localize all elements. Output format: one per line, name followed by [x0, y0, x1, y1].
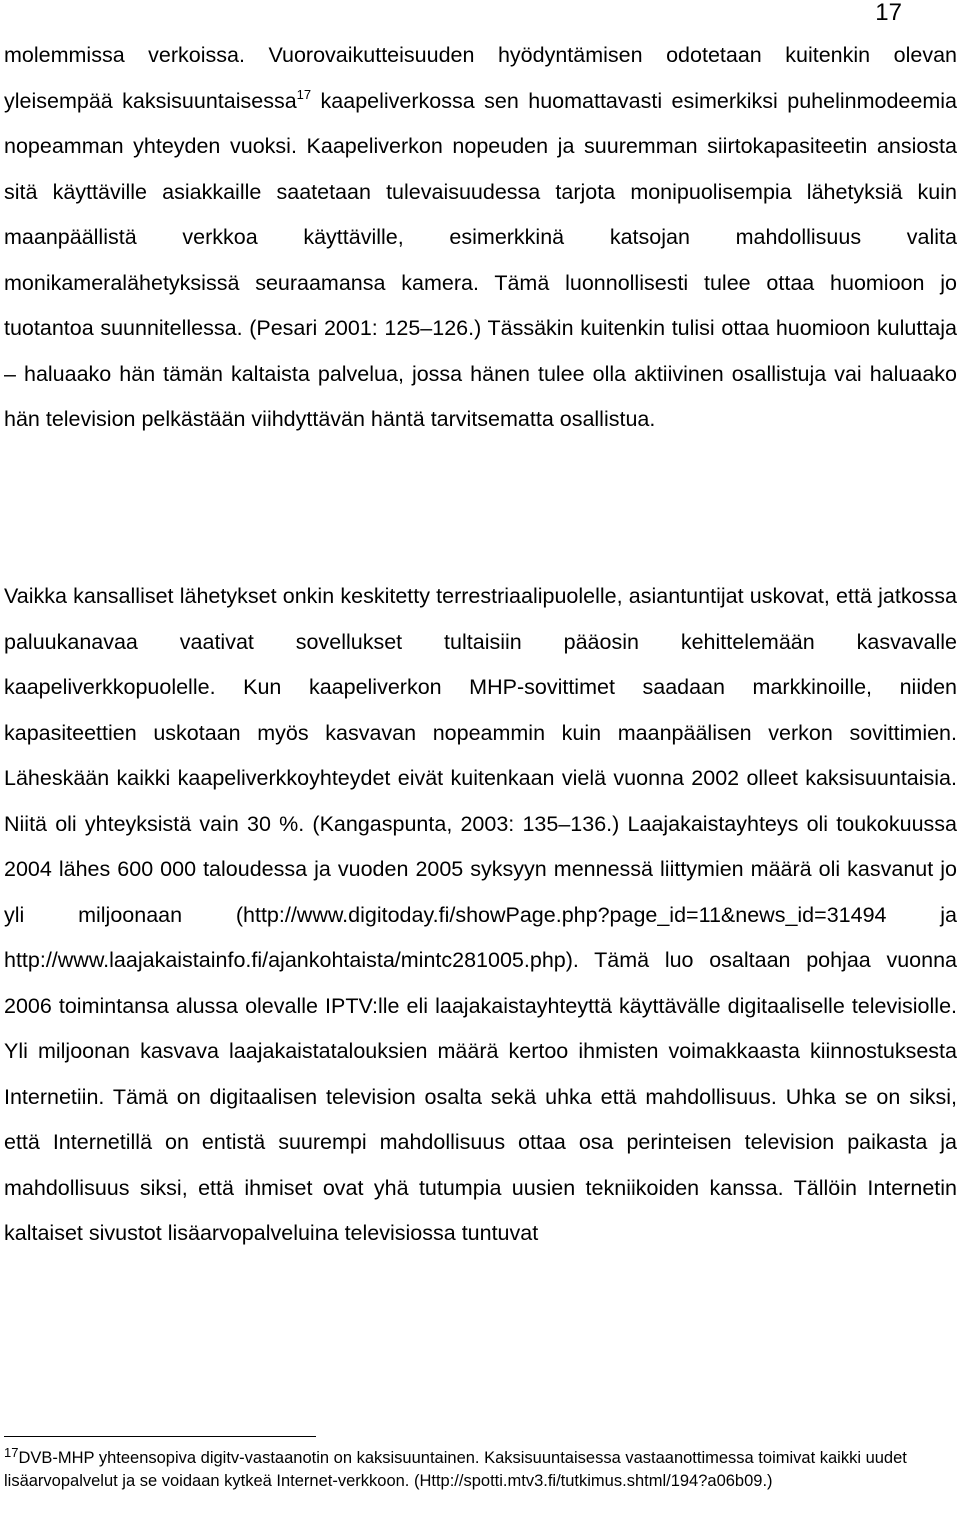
footnote-text: DVB-MHP yhteensopiva digitv-vastaanotin on kaksisuuntainen. Kaksisuuntaisessa vastaanottimessa toimivat kaikki uudet lisäarvopalvelut ja se voidaan kytkeä Internet-verkkoon. (Http://spotti.mtv3.fi/tutkimus.shtml/194?a06b09.) — [4, 1449, 907, 1490]
body-paragraph-2: Vaikka kansalliset lähetykset onkin keskitetty terrestriaalipuolelle, asiantuntijat uskovat, että jatkossa paluukanavaa vaativat sovellukset tultaisiin pääosin kehittelemään kasvavalle kaapeliverkkopuolelle. Kun kaapeliverkon MHP-sovittimet saadaan markkinoille, niiden kapasiteettien uskotaan myös kasvavan nopeammin kuin maanpäälisen verkon sovittimien. Läheskään kaikki kaapeliverkkoyhteydet eivät kuitenkaan vielä vuonna 2002 olleet kaksisuuntaisia. Niitä oli yhteyksistä vain 30 %. (Kangaspunta, 2003: 135–136.) Laajakaistayhteys oli toukokuussa 2004 lähes 600 000 taloudessa ja vuoden 2005 syksyyn mennessä liittymien määrä oli kasvanut jo yli miljoonaan (http://www.digitoday.fi/showPage.php?page_id=11&news_id=31494 ja http://www.laajakaistainfo.fi/ajankohtaista/mintc281005.php). Tämä luo osaltaan pohjaa vuonna 2006 toimintansa alussa olevalle IPTV:lle eli laajakaistayhteyttä käyttävälle digitaaliselle televisiolle. Yli miljoonan kasvava laajakaistatalouksien määrä kertoo ihmisten voimakkaasta kiinnostuksesta Internetiin. Tämä on digitaalisen television osalta sekä uhka että mahdollisuus. Uhka se on siksi, että Internetillä on entistä suurempi mahdollisuus ottaa osa perinteisen television paikasta ja mahdollisuus siksi, että ihmiset ovat yhä tutumpia uusien tekniikoiden kanssa. Tällöin Internetin kaltaiset sivustot lisäarvopalveluina televisiossa tuntuvat — [4, 584, 957, 1245]
footnote-separator — [4, 1436, 316, 1437]
footnote — [4, 1447, 944, 1492]
footnote-marker: 17 — [4, 1445, 19, 1460]
footnote-reference: 17 — [296, 86, 312, 102]
paragraph-1-text-end: kaapeliverkossa sen huomattavasti esimerkiksi puhelinmodeemia nopeamman yhteyden vuoksi. Kaapeliverkon nopeuden ja suuremman siirtokapasiteetin ansiosta sitä käyttäville asiakkaille saatetaan tulevaisuudessa tarjota monipuolisempia lähetyksiä kuin maanpäällistä verkkoa käyttäville, esimerkkinä katsojan mahdollisuus valita monikameralähetyksissä seuraamansa kamera. Tämä luonnollisesti tulee ottaa huomioon jo tuotantoa suunnitellessa. (Pesari 2001: 125–126.) Tässäkin kuitenkin tulisi ottaa huomioon kuluttaja – haluaako hän tämän kaltaista palvelua, jossa hänen tulee olla aktiivinen osallistuja vai haluaako hän television pelkästään viihdyttävän häntä tarvitsematta osallistua. — [4, 88, 957, 431]
paragraph-1-text-start: molemmissa verkoissa. Vuorovaikutteisuuden hyödyntämisen odotetaan kuitenkin olevan yleisempää kaksisuuntaisessa — [4, 43, 957, 113]
body-paragraph-1 — [4, 33, 957, 443]
page-number: 17 — [875, 0, 902, 26]
